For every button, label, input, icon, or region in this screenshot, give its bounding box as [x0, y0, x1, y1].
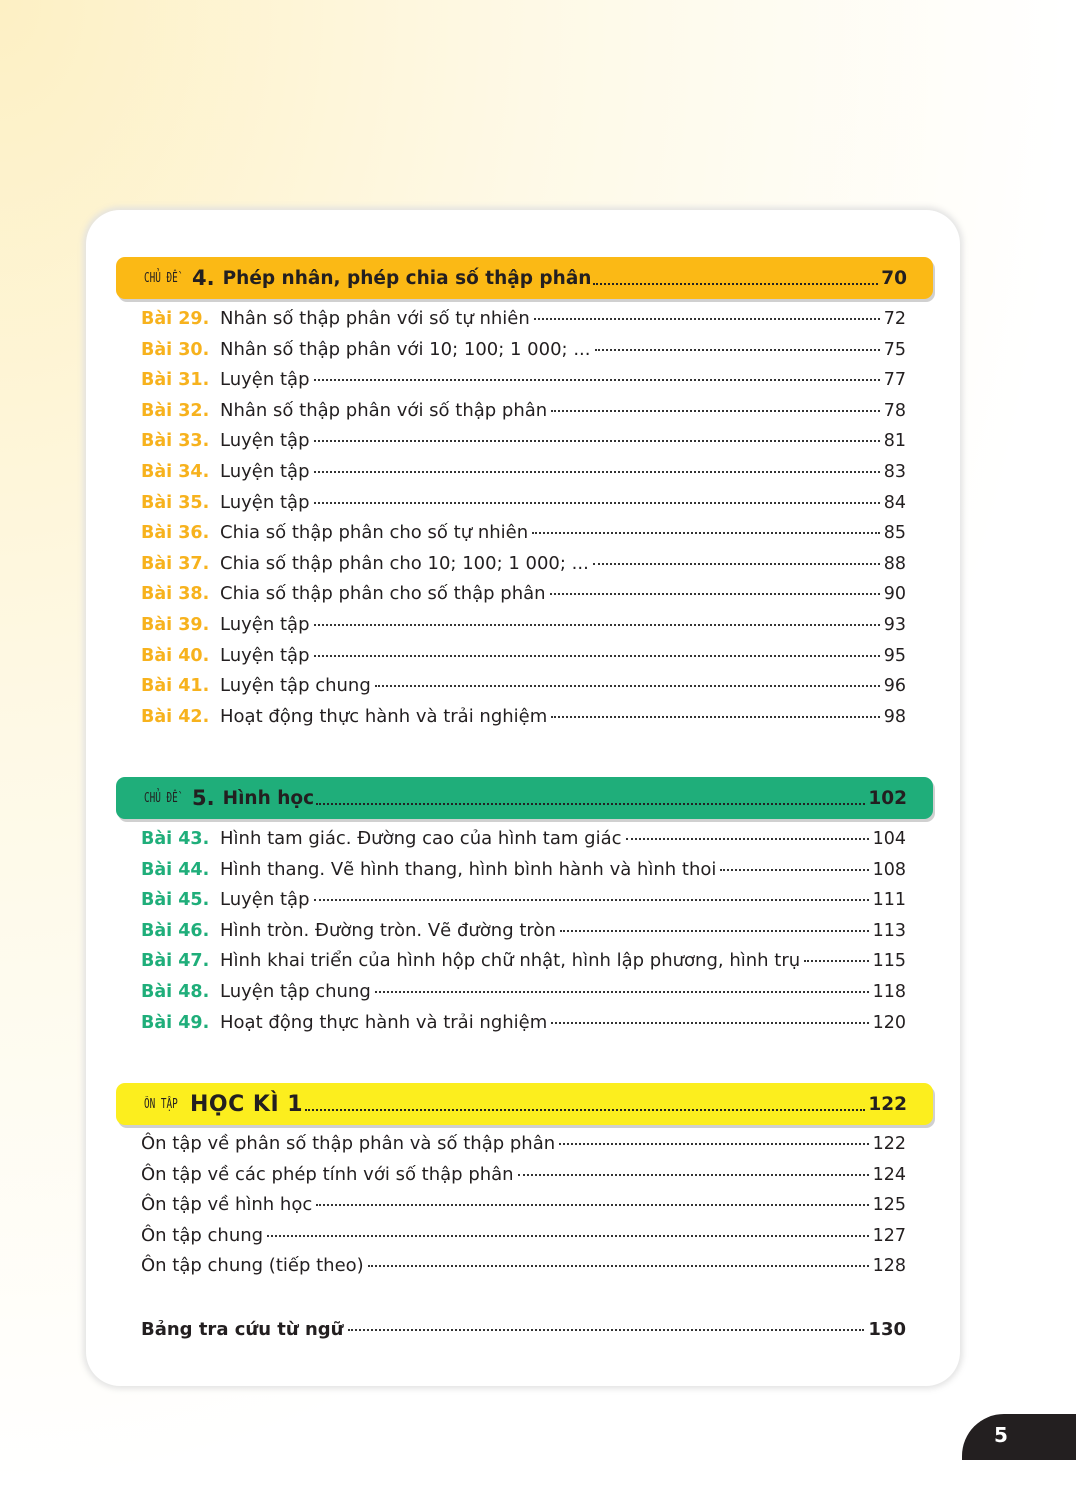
leader-dots — [348, 1329, 865, 1331]
topic-4-page: 70 — [881, 267, 907, 289]
lesson-page: 85 — [883, 523, 906, 544]
lesson-page: 96 — [883, 676, 906, 697]
lesson-page: 125 — [872, 1195, 906, 1216]
leader-dots — [518, 1174, 869, 1176]
leader-dots — [551, 1022, 868, 1024]
topic-5-lesson-list — [141, 828, 906, 1042]
lesson-page: 115 — [872, 951, 906, 972]
leader-dots — [551, 410, 880, 412]
toc-entry[interactable] — [141, 583, 906, 614]
lesson-title: Luyện tập — [220, 460, 310, 482]
lesson-label: Bài 49. — [141, 1012, 210, 1033]
leader-dots — [550, 593, 880, 595]
lesson-title: Ôn tập về các phép tính với số thập phân — [141, 1163, 514, 1185]
topic-5-page: 102 — [868, 787, 907, 809]
lesson-label: Bài 30. — [141, 339, 210, 360]
leader-dots — [595, 349, 880, 351]
lesson-title: Nhân số thập phân với số tự nhiên — [220, 308, 530, 329]
lesson-page: 124 — [872, 1164, 906, 1185]
leader-dots — [368, 1265, 869, 1267]
lesson-label: Bài 45. — [141, 890, 210, 911]
toc-entry[interactable] — [141, 553, 906, 584]
lesson-title: Hình tròn. Đường tròn. Vẽ đường tròn — [220, 919, 556, 941]
page-number: 5 — [994, 1423, 1008, 1447]
lesson-label: Bài 37. — [141, 553, 210, 574]
lesson-label: Bài 42. — [141, 706, 210, 727]
lesson-label: Bài 41. — [141, 676, 210, 697]
leader-dots — [267, 1235, 869, 1237]
lesson-title: Ôn tập về phân số thập phân và số thập phân — [141, 1133, 556, 1154]
leader-dots — [559, 1143, 868, 1145]
toc-entry[interactable] — [141, 1225, 906, 1256]
toc-entry[interactable] — [141, 1194, 906, 1225]
lesson-title: Chia số thập phân cho 10; 100; 1 000; ... — [220, 552, 589, 574]
topic-4-lesson-list — [141, 308, 906, 736]
leader-dots — [593, 283, 878, 285]
toc-entry[interactable] — [141, 461, 906, 492]
lesson-title: Luyện tập — [220, 369, 310, 391]
leader-dots — [560, 930, 869, 932]
review-kicker: ÔN TẬP — [144, 1096, 178, 1112]
leader-dots — [314, 624, 880, 626]
lesson-label: Bài 38. — [141, 584, 210, 605]
toc-entry[interactable] — [141, 859, 906, 890]
glossary-entry[interactable] — [141, 1319, 906, 1340]
lesson-label: Bài 33. — [141, 431, 210, 452]
toc-entry[interactable] — [141, 1133, 906, 1164]
lesson-page: 118 — [872, 981, 906, 1002]
topic-5-title: Hình học — [222, 787, 315, 809]
toc-entry[interactable] — [141, 828, 906, 859]
leader-dots — [314, 502, 880, 504]
lesson-label: Bài 36. — [141, 523, 210, 544]
lesson-label: Bài 39. — [141, 614, 210, 635]
lesson-title: Luyện tập chung — [220, 980, 371, 1002]
toc-entry[interactable] — [141, 614, 906, 645]
topic-4-number: 4. — [192, 266, 215, 290]
topic-5-header[interactable] — [116, 777, 933, 819]
toc-entry[interactable] — [141, 675, 906, 706]
toc-entry[interactable] — [141, 308, 906, 339]
lesson-title: Nhân số thập phân với 10; 100; 1 000; ... — [220, 338, 591, 360]
review-page: 122 — [868, 1093, 907, 1115]
leader-dots — [314, 899, 869, 901]
toc-entry[interactable] — [141, 430, 906, 461]
lesson-label: Bài 34. — [141, 461, 210, 482]
lesson-page: 98 — [883, 706, 906, 727]
lesson-title: Luyện tập — [220, 644, 310, 666]
lesson-page: 104 — [872, 829, 906, 849]
leader-dots — [593, 563, 880, 565]
leader-dots — [551, 716, 879, 718]
lesson-title: Hình thang. Vẽ hình thang, hình bình hành và hình thoi — [220, 858, 717, 880]
lesson-page: 90 — [883, 584, 906, 605]
leader-dots — [534, 318, 880, 320]
lesson-title: Luyện tập chung — [220, 675, 371, 697]
lesson-label: Bài 47. — [141, 951, 210, 972]
lesson-page: 113 — [872, 920, 906, 941]
toc-entry[interactable] — [141, 1012, 906, 1043]
toc-entry[interactable] — [141, 492, 906, 523]
lesson-page: 81 — [883, 431, 906, 452]
lesson-page: 84 — [883, 492, 906, 513]
toc-entry[interactable] — [141, 339, 906, 370]
lesson-page: 88 — [883, 553, 906, 574]
topic-4-title: Phép nhân, phép chia số thập phân — [222, 267, 592, 289]
review-item-list — [141, 1133, 906, 1286]
toc-entry[interactable] — [141, 950, 906, 981]
lesson-page: 77 — [883, 370, 906, 391]
topic-5-number: 5. — [192, 786, 215, 810]
lesson-page: 75 — [883, 339, 906, 360]
lesson-label: Bài 44. — [141, 859, 210, 880]
review-title: HỌC KÌ 1 — [190, 1091, 304, 1117]
lesson-label: Bài 29. — [141, 309, 210, 329]
page-number-tab — [962, 1414, 1076, 1460]
lesson-page: 78 — [883, 400, 906, 421]
lesson-label: Bài 43. — [141, 829, 210, 849]
lesson-title: Luyện tập — [220, 491, 310, 513]
leader-dots — [305, 1109, 865, 1111]
toc-entry[interactable] — [141, 1255, 906, 1286]
lesson-title: Ôn tập về hình học — [141, 1194, 313, 1216]
lesson-page: 128 — [872, 1256, 906, 1277]
lesson-page: 95 — [883, 645, 906, 666]
lesson-label: Bài 35. — [141, 492, 210, 513]
lesson-title: Nhân số thập phân với số thập phân — [220, 399, 548, 421]
lesson-page: 127 — [872, 1225, 906, 1246]
toc-entry[interactable] — [141, 400, 906, 431]
lesson-label: Bài 32. — [141, 400, 210, 421]
review-header[interactable] — [116, 1083, 933, 1125]
toc-entry[interactable] — [141, 522, 906, 553]
toc-entry[interactable] — [141, 645, 906, 676]
lesson-title: Chia số thập phân cho số tự nhiên — [220, 522, 529, 544]
lesson-label: Bài 48. — [141, 981, 210, 1002]
leader-dots — [626, 838, 869, 840]
lesson-page: 122 — [872, 1134, 906, 1154]
toc-entry[interactable] — [141, 889, 906, 920]
toc-entry[interactable] — [141, 706, 906, 737]
lesson-title: Hình khai triển của hình hộp chữ nhật, hình lập phương, hình trụ — [220, 950, 801, 972]
lesson-title: Hình tam giác. Đường cao của hình tam giác — [220, 828, 622, 849]
toc-entry[interactable] — [141, 369, 906, 400]
lesson-label: Bài 31. — [141, 370, 210, 391]
leader-dots — [314, 440, 880, 442]
topic-5-kicker: CHỦ ĐỀ — [144, 790, 178, 806]
lesson-page: 111 — [872, 890, 906, 911]
toc-entry[interactable] — [141, 920, 906, 951]
lesson-page: 108 — [872, 859, 906, 880]
leader-dots — [316, 803, 865, 805]
lesson-page: 120 — [872, 1012, 906, 1033]
leader-dots — [314, 379, 880, 381]
leader-dots — [532, 532, 880, 534]
leader-dots — [720, 869, 868, 871]
lesson-label: Bài 46. — [141, 920, 210, 941]
leader-dots — [316, 1204, 868, 1206]
lesson-page: 72 — [883, 309, 906, 329]
lesson-title: Hoạt động thực hành và trải nghiệm — [220, 705, 548, 727]
lesson-page: 93 — [883, 614, 906, 635]
lesson-title: Luyện tập — [220, 613, 310, 635]
leader-dots — [314, 655, 880, 657]
lesson-title: Ôn tập chung (tiếp theo) — [141, 1255, 364, 1277]
leader-dots — [375, 685, 880, 687]
leader-dots — [804, 960, 868, 962]
lesson-title: Luyện tập — [220, 889, 310, 911]
toc-entry[interactable] — [141, 1164, 906, 1195]
lesson-page: 83 — [883, 461, 906, 482]
lesson-title: Luyện tập — [220, 430, 310, 452]
lesson-title: Chia số thập phân cho số thập phân — [220, 583, 546, 605]
leader-dots — [375, 991, 869, 993]
lesson-label: Bài 40. — [141, 645, 210, 666]
lesson-title: Hoạt động thực hành và trải nghiệm — [220, 1011, 548, 1033]
leader-dots — [314, 471, 880, 473]
topic-4-kicker: CHỦ ĐỀ — [144, 270, 178, 286]
lesson-title: Ôn tập chung — [141, 1224, 264, 1246]
glossary-page: 130 — [868, 1319, 906, 1340]
glossary-title: Bảng tra cứu từ ngữ — [141, 1319, 344, 1340]
topic-4-header[interactable] — [116, 257, 933, 299]
toc-entry[interactable] — [141, 981, 906, 1012]
